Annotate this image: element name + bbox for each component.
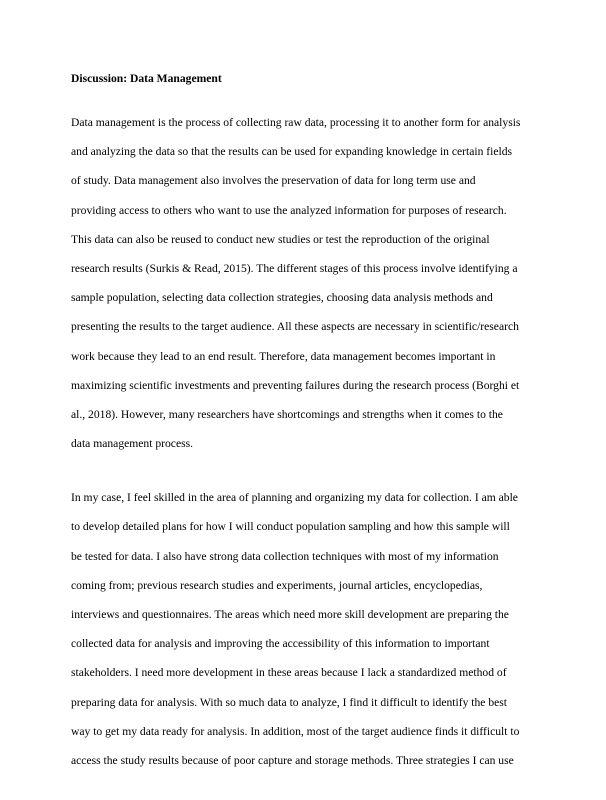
paragraph-line: be tested for data. I also have strong data collection techniques with most of my information bbox=[71, 549, 499, 563]
paragraph-line: data management process. bbox=[71, 437, 194, 451]
paragraph-line: This data can also be reused to conduct new studies or test the reproduction of the original bbox=[71, 232, 490, 246]
paragraph-line: collected data for analysis and improving the accessibility of this information to important bbox=[71, 637, 490, 651]
paragraph-line: interviews and questionnaires. The areas which need more skill development are preparing the bbox=[71, 608, 509, 621]
paragraph-1 bbox=[71, 108, 539, 458]
paragraph-2 bbox=[71, 483, 539, 775]
paragraph-line: research results (Surkis & Read, 2015). The different stages of this process involve identifying a bbox=[71, 261, 518, 275]
paragraph-line: to develop detailed plans for how I will conduct population sampling and how this sample will bbox=[71, 520, 510, 534]
paragraph-line: preparing data for analysis. With so much data to analyze, I find it difficult to identify the best bbox=[71, 695, 508, 709]
paragraph-line: Data management is the process of collecting raw data, processing it to another form for analysis bbox=[71, 116, 521, 129]
document-body bbox=[71, 70, 539, 775]
paragraph-line: stakeholders. I need more development in these areas because I lack a standardized method of bbox=[71, 666, 507, 680]
paragraph-line: access the study results because of poor capture and storage methods. Three strategies I can use bbox=[71, 753, 514, 767]
paragraph-line: In my case, I feel skilled in the area of planning and organizing my data for collection. I am able bbox=[71, 491, 518, 505]
paragraph-line: of study. Data management also involves the preservation of data for long term use and bbox=[71, 174, 476, 188]
paragraph-line: and analyzing the data so that the results can be used for expanding knowledge in certain fields bbox=[71, 145, 513, 159]
paragraph-line: presenting the results to the target audience. All these aspects are necessary in scientific/research bbox=[71, 320, 519, 334]
paragraph-line: way to get my data ready for analysis. In addition, most of the target audience finds it difficult to bbox=[71, 724, 520, 738]
paragraph-line: sample population, selecting data collection strategies, choosing data analysis methods and bbox=[71, 291, 493, 305]
paragraph-line: coming from; previous research studies and experiments, journal articles, encyclopedias, bbox=[71, 578, 483, 592]
paragraph-line: providing access to others who want to use the analyzed information for purposes of research. bbox=[71, 203, 507, 217]
paragraph-line: maximizing scientific investments and preventing failures during the research process (Borghi et bbox=[71, 378, 520, 392]
document-heading: Discussion: Data Management bbox=[71, 72, 222, 85]
paragraph-line: work because they lead to an end result. Therefore, data management becomes important in bbox=[71, 349, 496, 363]
paragraph-line: al., 2018). However, many researchers have shortcomings and strengths when it comes to the bbox=[71, 407, 503, 421]
